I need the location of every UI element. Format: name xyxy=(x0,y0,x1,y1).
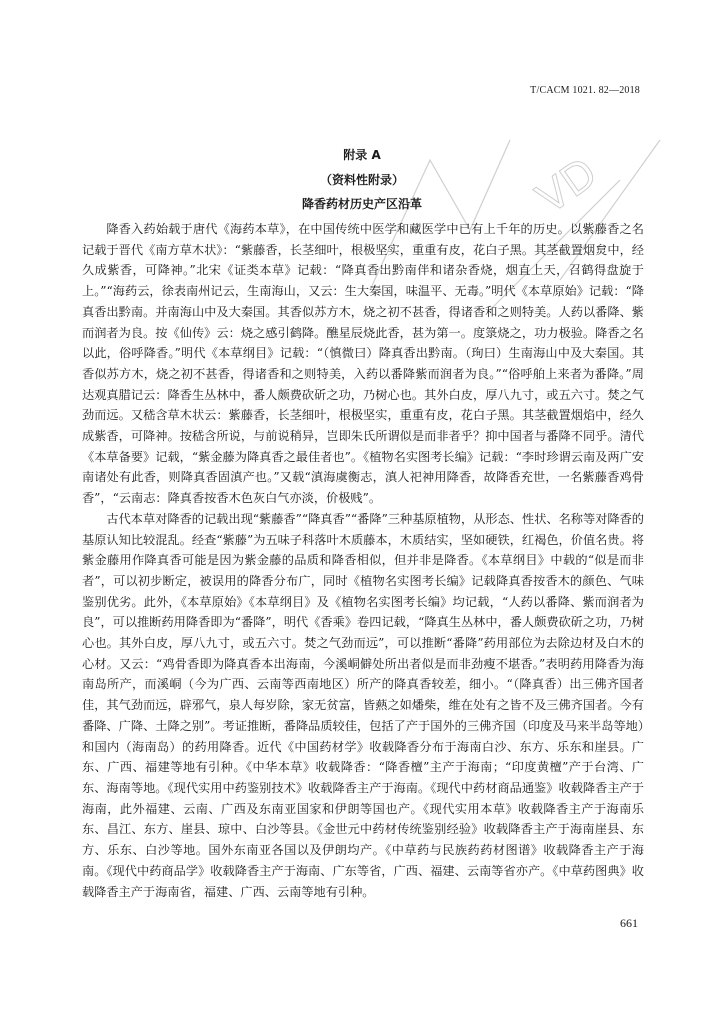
appendix-label: 附录 A xyxy=(343,148,381,162)
paragraph: 古代本草对降香的记载出现“紫藤香”“降真香”“番降”三种基原植物，从形态、性状、名称等对降香的基原认知比较混乱。经查“紫藤”为五味子科落叶木质藤本，木质结实，坚如硬铁，红褐色，价值名贵。将紫金藤用作降真香可能是因为紫金藤的品质和降香相似，但并非是降香。《本草纲目》中载的“似是而非者”，可以初步断定，被误用的降香分布广，同时《植物名实图考长编》记载降真香按香木的颜色、气味鉴别优劣。此外，《本草原始》《本草纲目》及《植物名实图考长编》均记载，“人药以番降、紫而润者为良”，可以推断药用降香即为“番降”，明代《香乘》卷四记载，“降真生丛林中，番人颇费砍斫之功，乃树心也。其外白皮，厚八九寸，或五六寸。焚之气劲而远”，可以推断“番降”药用部位为去除边材及白木的心材。又云：“鸡骨香即为降真香本出海南，今溪峒僻处所出者似是而非劲瘦不堪香。”表明药用降香为海南岛所产，而溪峒（今为广西、云南等西南地区）所产的降真香较差，细小。“（降真香）出三佛齐国者佳，其气劲而远，辟邪气，泉人每岁除，家无贫富，皆爇之如燔柴，维在处有之皆不及三佛齐国者。今有番降、广降、土降之别”。考证推断，番降品质较佳，包括了产于国外的三佛齐国（印度及马来半岛等地）和国内（海南岛）的药用降香。近代《中国药材学》收载降香分布于海南白沙、东方、乐东和崖县。广东、广西、福建等地有引种。《中华本草》收载降香：“降香檀”主产于海南；“印度黄檀”产于台湾、广东、海南等地。《现代实用中药鉴别技术》收载降香主产于海南。《现代中药材商品通鉴》收载降香主产于海南，此外福建、云南、广西及东南亚国家和伊朗等国也产。《现代实用本草》收载降香主产于海南乐东、昌江、东方、崖县、琼中、白沙等县。《金世元中药材传统鉴别经验》收载降香主产于海南崖县、东方、乐东、白沙等地。国外东南亚各国以及伊朗均产。《中草药与民族药药材图谱》收载降香主产于海南。《现代中药商品学》收载降香主产于海南、广东等省，广西、福建、云南等省亦产。《中草药图典》收载降香主产于海南省，福建、广西、云南等地有引种。 xyxy=(82,511,644,899)
appendix-title: 降香药材历史产区沿革 xyxy=(301,197,422,211)
appendix-type: （资料性附录） xyxy=(319,173,404,187)
watermark-text: VD xyxy=(527,148,606,224)
body-text xyxy=(82,219,644,902)
paragraph: 降香入药始载于唐代《海药本草》，在中国传统中医学和藏医学中已有上千年的历史。以紫藤香之名记载于晋代《南方草木状》：“紫藤香，长茎细叶，根极坚实，重重有皮，花白子黑。其茎截置烟炱中，经久成紫香，可降神。”北宋《证类本草》记载：“降真香出黔南伴和诸杂香烧，烟直上天，召鹤得盘旋于上。”“海药云，徐表南州记云，生南海山，又云：生大秦国，味温平、无毒。”明代《本草原始》记载：“降真香出黔南。并南海山中及大秦国。其香似苏方木，烧之初不甚香，得诸香和之则特美。人药以番降、紫而润者为良。按《仙传》云：烧之感引鹤降。醮星辰烧此香，甚为第一。度箓烧之，功力极验。降香之名以此，俗呼降香。”明代《本草纲目》记载：“（慎微曰）降真香出黔南。（珣曰）生南海山中及大秦国。其香似苏方木，烧之初不甚香，得诸香和之则特美，入药以番降紫而润者为良。”“俗呼舶上来者为番降。”周达观真腊记云：降香生丛林中，番人颇费砍斫之功，乃树心也。其外白皮，厚八九寸，或五六寸。焚之气劲而远。又嵇含草木状云：紫藤香，长茎细叶，根极坚实，重重有皮，花白子黑。其茎截置烟焰中，经久成紫香，可降神。按嵇含所说，与前说稍异，岂即朱氏所谓似是而非者乎？抑中国者与番降不同乎。清代《本草备要》记载，“紫金藤为降真香之最佳者也”。《植物名实图考长编》记载：“李时珍谓云南及两广安南诸处有此香，则降真香固滇产也。”又载“滇海虞衡志，滇人祀神用降香，故降香充世，一名紫藤香鸡骨香”，“云南志：降真香按香木色灰白气亦淡，价极贱”。 xyxy=(82,222,644,506)
standard-code: T/CACM 1021. 82—2018 xyxy=(530,85,640,96)
page-number: 661 xyxy=(620,916,638,930)
